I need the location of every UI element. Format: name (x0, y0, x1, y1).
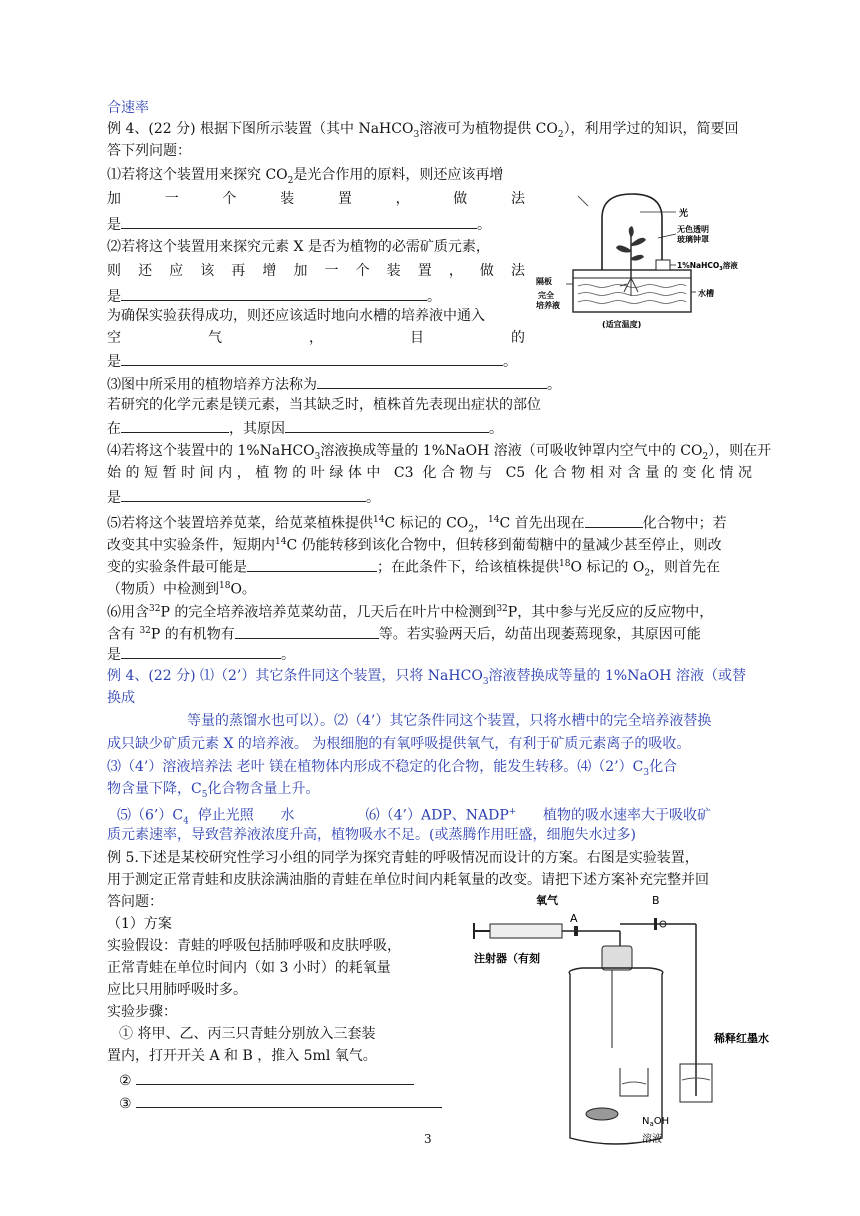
answer-line-3: 等量的蒸馏水也可以）。⑵（4’）其它条件同这个装置，只将水槽中的完全培养液替换 (187, 713, 712, 729)
answer-blank[interactable] (121, 213, 477, 229)
valve-a[interactable] (574, 926, 578, 936)
fig2-valve-a-label: A (570, 912, 578, 925)
fig2-valve-b-label: B (652, 894, 660, 907)
ex5-hypothesis-1: 实验假设：青蛙的呼吸包括肺呼吸和皮肤呼吸， (107, 938, 401, 954)
q4-line3: 是 。 (107, 486, 380, 508)
q4-line2: 始的短暂时间内，植物的叶绿体中 C3 化合物与 C5 化合物相对含量的变化情况 (107, 465, 752, 481)
answer-blank[interactable] (247, 556, 377, 572)
fig2-ink-label: 稀释红墨水 (714, 1032, 769, 1045)
q1-line1: ⑴若将这个装置用来探究 $CO_2$是光合作用的原料，则还应该再增 (107, 167, 504, 186)
fig1-nahco3-label: 1%NaHCO$_3$溶液 (677, 261, 738, 272)
ex5-plan: （1）方案 (107, 916, 172, 932)
q2-line2: 则 还 应 该 再 增 加 一 个 装 置 ， 做 法 (107, 263, 525, 279)
ex5-step-3: ③ (119, 1092, 442, 1114)
ex5-hypothesis-3: 应比只用肺呼吸时多。 (107, 982, 247, 998)
fig2-oxygen-label: 氧气 (536, 894, 558, 907)
ex5-step-2: ② (119, 1069, 414, 1091)
answer-blank[interactable] (121, 350, 503, 366)
q3-line1: ⑶图中所采用的植物培养方法称为 。 (107, 373, 561, 395)
q2-line1: ⑵若将这个装置用来探究元素 X 是否为植物的必需矿质元素， (107, 239, 490, 255)
answer-blank[interactable] (121, 486, 366, 502)
ex4-intro: 例 4、(22 分) 根据下图所示装置（其中 NaHCO$_3$溶液可为植物提供 $CO_2$），利用学过的知识，简要回 (107, 121, 739, 140)
bell-jar-figure (530, 184, 752, 354)
ex5-line1: 例 5.下述是某校研究性学习小组的同学为探究青蛙的呼吸情况而设计的方案。右图是实验装置， (107, 850, 699, 866)
q2-line6: 是 。 (107, 350, 517, 372)
q4-line1: ⑷若将这个装置中的 1%NaHCO$_3$溶液换成等量的 1%NaOH 溶液（可吸收钟罩内空气中的 $CO_2$），则在开 (107, 443, 772, 462)
q6-line1: ⑹用含$^{32}$P 的完全培养液培养苋菜幼苗，几天后在叶片中检测到$^{32}$P，其中参与光反应的反应物中， (107, 604, 714, 621)
answer-blank[interactable] (121, 417, 229, 433)
fig2-syringe-label: 注射器（有刻 (474, 952, 540, 965)
q5-line3: 变的实验条件最可能是 ；在此条件下，给该植株提供$^{18}$O 标记的 $O_2$，则首先在 (107, 554, 720, 583)
answer-blank[interactable] (136, 1092, 442, 1108)
page-number: 3 (424, 1132, 432, 1146)
answer-blank[interactable] (235, 623, 379, 639)
q3-line2: 若研究的化学元素是镁元素，当其缺乏时，植株首先表现出症状的部位 (107, 397, 541, 413)
section-heading: 合速率 (107, 100, 149, 116)
answer-blank[interactable] (121, 643, 281, 659)
ex5-line3: 答问题： (107, 894, 163, 910)
answer-blank[interactable] (585, 512, 643, 528)
answer-blank[interactable] (317, 373, 547, 389)
answer-line-8: 质元素速率，导致营养液浓度升高，植物吸水不足。(或蒸腾作用旺盛，细胞失水过多) (107, 827, 636, 843)
ex5-step-1b: 置内，打开开关 A 和 B ，推入 5ml 氧气。 (107, 1048, 377, 1064)
answer-line-2: 换成 (107, 690, 135, 706)
q2-line3: 是 。 (107, 285, 441, 307)
ex4-intro-2: 答下列问题： (107, 143, 191, 159)
q3-line3: 在 ，其原因 。 (107, 417, 503, 439)
frog (586, 1108, 618, 1120)
fig1-bell-label-2: 玻璃钟罩 (677, 235, 709, 244)
fig2-naoh-label: $N_aOH$ (642, 1116, 670, 1128)
fig2-solution-label: 溶液 (642, 1134, 662, 1145)
q1-line2: 加 一 个 装 置 ， 做 法 (107, 191, 525, 207)
ex5-line2: 用于测定正常青蛙和皮肤涂满油脂的青蛙在单位时间内耗氧量的改变。请把下述方案补充完整并回 (107, 872, 709, 888)
ex5-steps: 实验步骤： (107, 1004, 177, 1020)
answer-blank[interactable] (136, 1069, 414, 1085)
answer-line-4: 成只缺少矿质元素 X 的培养液。 为根细胞的有氧呼吸提供氧气，有利于矿质元素离子的吸收。 (107, 736, 691, 752)
answer-line-6: 物含量下降，$C_5$化合物含量上升。 (107, 781, 320, 800)
q5-line2: 改变其中实验条件，短期内$^{14}$C 仍能转移到该化合物中，但转移到葡萄糖中的量减少甚至停止，则改 (107, 537, 722, 554)
fig1-temp-label: (适宜温度) (602, 320, 642, 329)
q6-line2: 含有 $^{32}$P 的有机物有 等。若实验两天后，幼苗出现萎蔫现象，其原因可能 (107, 621, 701, 645)
answer-line-1: 例 4、(22 分) ⑴（2’）其它条件同这个装置，只将 NaHCO$_3$溶液替换成等量的 1%NaOH 溶液（或替 (107, 668, 746, 687)
q1-line3: 是 。 (107, 213, 491, 235)
q2-line5: 空 气 ， 目 的 (107, 330, 525, 346)
q2-line4: 为确保实验获得成功，则还应该适时地向水槽的培养液中通入 (107, 308, 485, 324)
respirometer-figure (470, 888, 800, 1158)
q6-line3: 是 。 (107, 643, 295, 665)
answer-line-7: $⑸(6’)C_4$ 停止光照 水 ⑹（4’）ADP、NADP+ 植物的吸水速率大于吸收矿 (117, 807, 711, 827)
answer-blank[interactable] (285, 417, 489, 433)
fig1-full-label-1: 完全 (538, 291, 554, 300)
fig1-full-label-2: 培养液 (536, 301, 560, 310)
answer-blank[interactable] (121, 285, 427, 301)
fig1-partition-label: 隔板 (536, 277, 552, 286)
answer-line-5: ⑶（4’）溶液培养法 老叶 镁在植物体内形成不稳定的化合物，能发生转移。$⑷(2’)C_3$化合 (107, 759, 678, 778)
ex5-hypothesis-2: 正常青蛙在单位时间内（如 3 小时）的耗氧量 (107, 960, 391, 976)
q5-line1: ⑸若将这个装置培养苋菜，给苋菜植株提供$^{14}$C 标记的 $CO_2$，$^{14}$C 首先出现在 化合物中；若 (107, 510, 727, 539)
valve-b[interactable] (654, 918, 657, 930)
fig1-tank-label: 水槽 (698, 289, 714, 298)
fig1-light-label: 光 (679, 209, 689, 219)
fig1-bell-label-1: 无色透明 (677, 225, 709, 234)
q5-line4: （物质）中检测到$^{18}$O。 (107, 581, 256, 598)
ex5-step-1: ① 将甲、乙、丙三只青蛙分别放入三套装 (119, 1026, 376, 1042)
